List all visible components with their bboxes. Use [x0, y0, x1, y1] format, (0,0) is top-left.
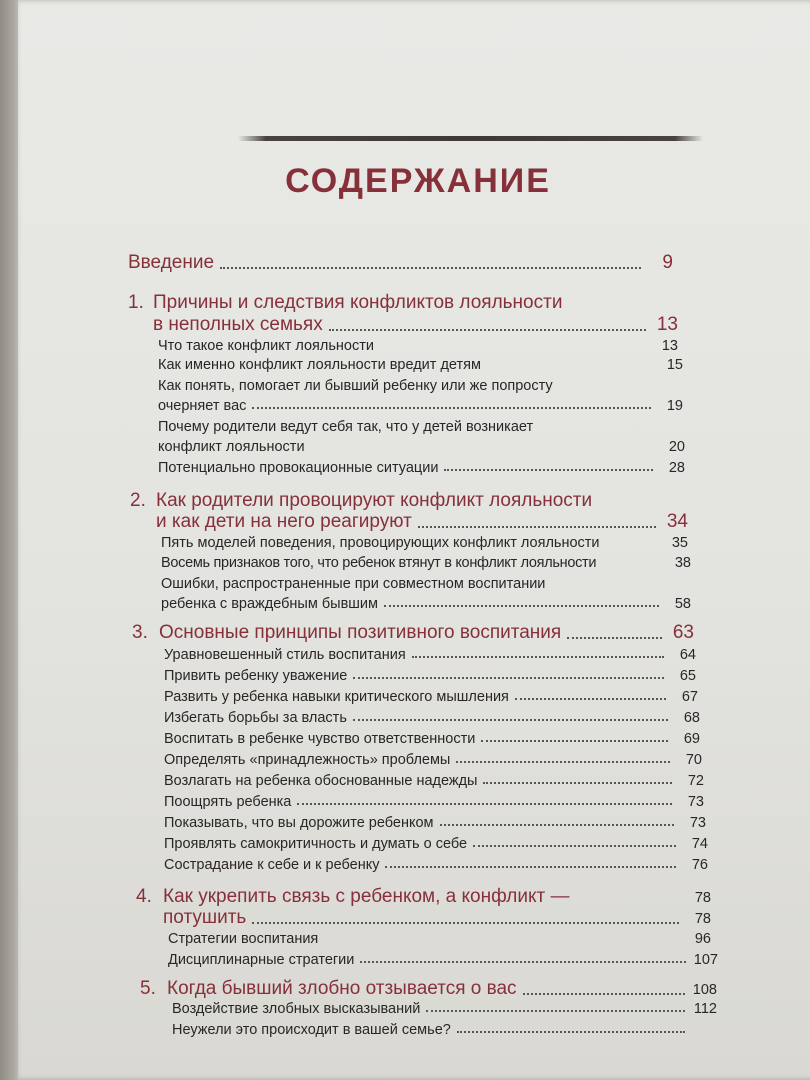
toc-subentry-label: Потенциально провокационные ситуации: [158, 460, 439, 476]
toc-subentry-label: Пять моделей поведения, провоцирующих конфликт лояльности: [161, 535, 600, 551]
toc-page-number: 20: [668, 439, 685, 455]
toc-entry-chapter-2: [156, 511, 688, 533]
toc-page-number: 58: [674, 596, 691, 612]
toc-page-number: 69: [683, 731, 700, 747]
dot-leader: [353, 677, 664, 679]
toc-subentry: [164, 731, 700, 747]
dot-leader: [252, 922, 679, 924]
dot-leader: [456, 761, 670, 763]
chapter-title-line: потушить: [163, 907, 247, 928]
toc-page-number: 15: [666, 357, 683, 373]
toc-page-number: 76: [691, 857, 708, 873]
toc-entry-chapter-4: [163, 907, 711, 929]
toc-subentry: [164, 815, 706, 831]
toc-subentry: [158, 398, 683, 414]
dot-leader: [252, 407, 651, 409]
toc-page-number: 13: [656, 314, 678, 335]
chapter-number: 2.: [130, 490, 146, 511]
toc-subentry: [164, 647, 696, 663]
toc-subentry-label: Воздействие злобных высказываний: [172, 1001, 421, 1017]
toc-subentry: [164, 836, 708, 852]
dot-leader: [353, 719, 668, 721]
chapter-number: 1.: [128, 292, 144, 313]
toc-subentry-label: конфликт лояльности: [158, 439, 305, 455]
toc-subentry-label: Проявлять самокритичность и думать о себе: [164, 836, 468, 852]
toc-subentry-label: Избегать борьбы за власть: [164, 710, 347, 726]
toc-subentry-label: Уравновешенный стиль воспитания: [164, 647, 406, 663]
toc-subentry: [158, 439, 685, 455]
toc-subentry-label: Восемь признаков того, что ребенок втянут в конфликт лояльности: [161, 555, 597, 571]
toc-subentry: [161, 596, 691, 612]
toc-page-number: 70: [685, 752, 702, 768]
toc-page-number: 78: [694, 890, 711, 906]
toc-subentry-label-line: Как понять, помогает ли бывший ребенку или же попросту: [158, 378, 553, 394]
toc-subentry: [164, 752, 702, 768]
toc-subentry: [161, 555, 691, 571]
toc-entry-intro: [128, 252, 673, 274]
toc-subentry-label: очерняет вас: [158, 398, 247, 414]
toc-subentry-label: Поощрять ребенка: [164, 794, 292, 810]
dot-leader: [384, 605, 659, 607]
chapter-number: 4.: [136, 886, 152, 907]
chapter-title-line: Основные принципы позитивного воспитания: [159, 622, 562, 643]
toc-subentry: [158, 357, 683, 373]
toc-subentry: [158, 338, 678, 354]
book-page: [18, 0, 810, 1080]
toc-subentry-label: ребенка с враждебным бывшим: [161, 596, 378, 612]
toc-page-number: 72: [687, 773, 704, 789]
toc-page-number: 73: [689, 815, 706, 831]
toc-subentry-label: Дисциплинарные стратегии: [168, 952, 355, 968]
toc-page-number: 35: [671, 535, 688, 551]
toc-subentry: [168, 931, 711, 947]
toc-subentry: [164, 689, 698, 705]
toc-page-number: 73: [687, 794, 704, 810]
dot-leader: [360, 961, 686, 963]
toc-entry-chapter-5: [167, 978, 717, 1000]
toc-subentry-label: Возлагать на ребенка обоснованные надежды: [164, 773, 478, 789]
dot-leader: [515, 698, 666, 700]
toc-subentry: [164, 794, 704, 810]
toc-subentry-label: Сострадание к себе и к ребенку: [164, 857, 380, 873]
dot-leader: [483, 782, 672, 784]
toc-subentry: [164, 773, 704, 789]
dot-leader: [567, 637, 662, 639]
toc-subentry: [158, 460, 685, 476]
dot-leader: [220, 267, 641, 269]
toc-subentry-label: Привить ребенку уважение: [164, 668, 348, 684]
toc-page-number: 34: [666, 511, 688, 532]
toc-subentry-label: Воспитать в ребенке чувство ответственности: [164, 731, 476, 747]
toc-page-number: 9: [662, 252, 673, 273]
toc-subentry: [164, 668, 696, 684]
chapter-number: 5.: [140, 978, 156, 999]
dot-leader: [412, 656, 664, 658]
dot-leader: [426, 1010, 685, 1012]
toc-subentry-label-line: Ошибки, распространенные при совместном воспитании: [161, 576, 546, 592]
dot-leader: [297, 803, 672, 805]
toc-entry-label: Введение: [128, 252, 215, 273]
toc-subentry-label: Стратегии воспитания: [168, 931, 319, 947]
dot-leader: [444, 469, 653, 471]
toc-subentry: [164, 857, 708, 873]
toc-page-number: 68: [683, 710, 700, 726]
toc-page-number: 78: [694, 911, 711, 927]
dot-leader: [457, 1031, 685, 1033]
chapter-title-line: Причины и следствия конфликтов лояльности: [153, 292, 563, 313]
dot-leader: [481, 740, 668, 742]
toc-page-number: 13: [661, 338, 678, 354]
dot-leader: [385, 866, 676, 868]
chapter-title-line: и как дети на него реагируют: [156, 511, 412, 532]
toc-subentry: [161, 535, 688, 551]
dot-leader: [523, 993, 685, 995]
toc-page-number: 28: [668, 460, 685, 476]
toc-page-number: 64: [679, 647, 696, 663]
toc-entry-chapter-1: [153, 314, 678, 336]
toc-page-number: 65: [679, 668, 696, 684]
toc-subentry-label: Определять «принадлежность» проблемы: [164, 752, 451, 768]
toc-page-number: 63: [672, 622, 694, 643]
page-title: СОДЕРЖАНИЕ: [285, 162, 551, 200]
chapter-title-line: в неполных семьях: [153, 314, 323, 335]
toc-subentry: [172, 1001, 717, 1017]
toc-page-number: 19: [666, 398, 683, 414]
toc-page-number: 67: [681, 689, 698, 705]
toc-page-number: 96: [694, 931, 711, 947]
toc-subentry: [164, 710, 700, 726]
dot-leader: [418, 526, 656, 528]
toc-subentry: [168, 952, 718, 968]
table-of-contents: [18, 0, 810, 1080]
toc-page-number: 38: [674, 555, 691, 571]
toc-entry-chapter-4-line1: [163, 886, 711, 908]
dot-leader: [329, 329, 646, 331]
toc-subentry-label-line: Почему родители ведут себя так, что у детей возникает: [158, 419, 534, 435]
toc-page-number: 112: [693, 1001, 717, 1017]
toc-entry-chapter-3: [159, 622, 694, 644]
toc-subentry-label: Как именно конфликт лояльности вредит детям: [158, 357, 481, 373]
toc-subentry-label: Что такое конфликт лояльности: [158, 338, 374, 354]
chapter-title-line: Как родители провоцируют конфликт лояльности: [156, 490, 593, 511]
toc-page-number: 107: [693, 952, 718, 968]
toc-subentry-label: Неужели это происходит в вашей семье?: [172, 1022, 451, 1038]
dot-leader: [473, 845, 676, 847]
toc-page-number: 74: [691, 836, 708, 852]
toc-subentry: [172, 1022, 717, 1038]
dot-leader: [440, 824, 674, 826]
toc-subentry-label: Развить у ребенка навыки критического мышления: [164, 689, 509, 705]
chapter-number: 3.: [132, 622, 148, 643]
toc-page-number: 108: [692, 982, 717, 998]
chapter-title-line: Как укрепить связь с ребенком, а конфликт —: [163, 886, 570, 907]
chapter-title-line: Когда бывший злобно отзывается о вас: [167, 978, 517, 999]
toc-subentry-label: Показывать, что вы дорожите ребенком: [164, 815, 434, 831]
